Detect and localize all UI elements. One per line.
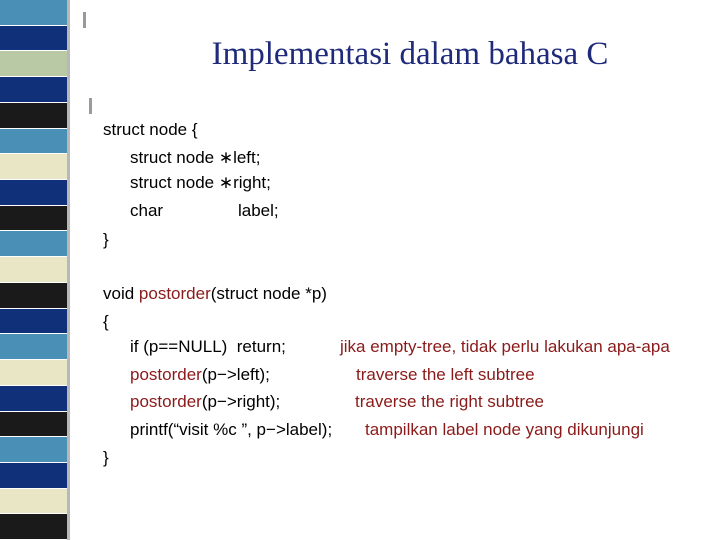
comment-empty-tree: jika empty-tree, tidak perlu lakukan apa-apa <box>340 337 670 356</box>
strip-block <box>0 51 67 77</box>
strip-block <box>0 77 67 103</box>
struct-char-name: label; <box>238 201 279 220</box>
decorative-strip <box>0 0 67 540</box>
func-arg-right: (p−>right); <box>201 392 281 411</box>
func-line-right <box>130 388 280 416</box>
title-bullet-line <box>83 12 86 28</box>
strip-block <box>0 309 67 335</box>
strip-block <box>0 283 67 309</box>
strip-block <box>0 412 67 438</box>
func-close: } <box>103 448 109 467</box>
strip-block <box>0 334 67 360</box>
strip-block <box>0 489 67 515</box>
func-name: postorder <box>138 284 211 303</box>
comment-print-label: tampilkan label node yang dikunjungi <box>365 420 644 439</box>
func-line-printf: printf(“visit %c ”, p−>label); <box>130 420 333 439</box>
comment-right-subtree: traverse the right subtree <box>355 392 544 411</box>
struct-open: struct node { <box>103 120 198 139</box>
strip-block <box>0 231 67 257</box>
func-signature <box>103 280 327 308</box>
func-arg-left: (p−>left); <box>201 365 270 384</box>
strip-block <box>0 26 67 52</box>
struct-close: } <box>103 230 109 249</box>
func-line-left <box>130 361 270 389</box>
struct-char-type: char <box>130 201 164 220</box>
strip-block <box>0 360 67 386</box>
strip-block <box>0 206 67 232</box>
strip-block <box>0 129 67 155</box>
strip-block <box>0 257 67 283</box>
struct-right-field: struct node ∗right; <box>130 173 271 192</box>
strip-block <box>0 180 67 206</box>
func-void: void <box>103 284 139 303</box>
strip-block <box>0 514 67 540</box>
strip-block <box>0 386 67 412</box>
slide-title: Implementasi dalam bahasa C <box>211 36 609 72</box>
struct-left-field: struct node ∗left; <box>130 148 261 167</box>
strip-block <box>0 437 67 463</box>
strip-block <box>0 154 67 180</box>
func-open: { <box>103 312 109 331</box>
func-call-left: postorder <box>130 365 202 384</box>
strip-block <box>0 0 67 26</box>
func-line-if: if (p==NULL) return; <box>130 337 286 356</box>
comment-left-subtree: traverse the left subtree <box>356 365 535 384</box>
func-call-right: postorder <box>130 392 202 411</box>
strip-block <box>0 463 67 489</box>
strip-shadow <box>67 0 70 540</box>
func-params: (struct node *p) <box>210 284 327 303</box>
strip-block <box>0 103 67 129</box>
body-bullet-line <box>89 98 92 114</box>
